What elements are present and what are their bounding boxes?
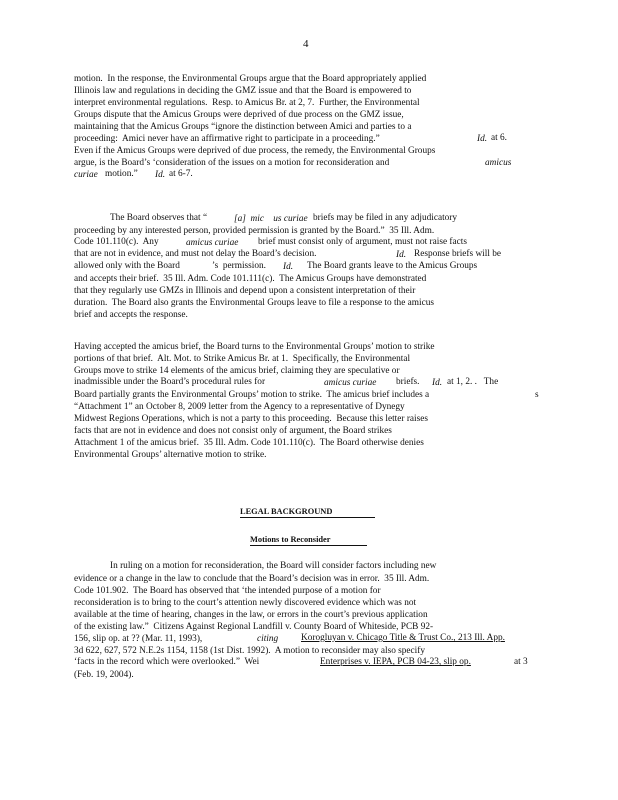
text-line: 156, slip op. at ?? (Mar. 11, 1993), xyxy=(74,634,203,644)
text-fragment: In ruling on a motion for reconsideration, the Board will consider factors including new xyxy=(110,561,437,571)
text-fragment: The Board observes that “ xyxy=(110,213,208,223)
text-fragment: briefs. xyxy=(396,377,420,387)
text-line: brief and accepts the response. xyxy=(74,310,188,320)
text-line: Illinois law and regulations in deciding the GMZ issue and that the Board is empowered to xyxy=(74,86,412,96)
text-fragment: ‘facts in the record which were overlooked.” Wei xyxy=(74,657,260,667)
page-number: 4 xyxy=(303,38,309,50)
text-line: duration. The Board also grants the Environmental Groups leave to file a response to the amicus xyxy=(74,298,434,308)
text-fragment: that are not in evidence, and must not delay the Board’s decision. xyxy=(74,249,317,259)
citation-id: Id. xyxy=(155,170,166,180)
text-line: and accepts their brief. 35 Ill. Adm. Code 101.111(c). The Amicus Groups have demonstrated xyxy=(74,274,427,284)
citation-id: Id. xyxy=(283,262,294,272)
text-line: proceeding: Amici never have an affirmative right to participate in a proceeding.” xyxy=(74,134,380,144)
heading-underline xyxy=(250,545,367,546)
text-line: Board partially grants the Environmental Groups’ motion to strike. The amicus brief includes a xyxy=(74,390,430,400)
subsection-heading: Motions to Reconsider xyxy=(250,535,331,544)
text-fragment: motion.” xyxy=(105,169,138,179)
text-line: maintaining that the Amicus Groups “ignore the distinction between Amici and parties to a xyxy=(74,122,412,132)
text-fragment: allowed only with the Board xyxy=(74,261,180,271)
text-line: Groups move to strike 14 elements of the amicus brief, claiming they are speculative or xyxy=(74,366,400,376)
stray-character: s xyxy=(535,390,539,400)
text-line: Environmental Groups’ alternative motion to strike. xyxy=(74,450,267,460)
section-heading: LEGAL BACKGROUND xyxy=(240,507,333,516)
signal-word: citing xyxy=(257,634,279,644)
text-line: available at the time of hearing, changes in the law, or errors in the court’s previous application xyxy=(74,610,428,620)
text-line: argue, is the Board’s ‘consideration of the issues on a motion for reconsideration and xyxy=(74,158,390,168)
text-line: “Attachment 1” an October 8, 2009 letter from the Agency to a representative of Dynegy xyxy=(74,402,405,412)
citation-id: Id. xyxy=(432,378,443,388)
citation-pin: at 6. xyxy=(491,133,508,143)
text-fragment: Code 101.110(c). Any xyxy=(74,237,159,247)
text-line: (Feb. 19, 2004). xyxy=(74,670,134,680)
latin-term: curiae xyxy=(74,170,98,180)
text-fragment: ’s permission. xyxy=(212,261,266,271)
heading-underline xyxy=(240,517,375,518)
text-line: evidence or a change in the law to conclude that the Board’s decision was in error. 35 Ill. Adm. xyxy=(74,574,430,584)
text-fragment: inadmissible under the Board’s procedural rules for xyxy=(74,377,266,387)
text-line: motion. In the response, the Environmental Groups argue that the Board appropriately applied xyxy=(74,74,427,84)
text-fragment: at 1, 2. . The xyxy=(447,377,499,387)
text-line: of the existing law.” Citizens Against Regional Landfill v. County Board of Whiteside, PCB 92- xyxy=(74,622,434,632)
text-line: Attachment 1 of the amicus brief. 35 Ill. Adm. Code 101.110(c). The Board otherwise denies xyxy=(74,438,424,448)
text-line: Code 101.902. The Board has observed that ‘the intended purpose of a motion for xyxy=(74,586,381,596)
text-line: Midwest Regions Operations, which is not a party to this proceeding. Because this letter raises xyxy=(74,414,428,424)
text-fragment: briefs may be filed in any adjudicatory xyxy=(313,213,458,223)
citation-pin: at 6-7. xyxy=(169,169,193,179)
text-line: facts that are not in evidence and does not consist only of argument, the Board strikes xyxy=(74,426,392,436)
latin-term: amicus curiae xyxy=(186,238,239,248)
case-citation: Enterprises v. IEPA, PCB 04-23, slip op. xyxy=(320,657,471,667)
text-line: Groups dispute that the Amicus Groups were deprived of due process on the GMZ issue, xyxy=(74,110,404,120)
latin-term: [a] mic us curiae xyxy=(234,214,308,224)
case-citation: Korogluyan v. Chicago Title & Trust Co., 213 Ill. App. xyxy=(301,633,505,643)
text-line: 3d 622, 627, 572 N.E.2s 1154, 1158 (1st Dist. 1992). A motion to reconsider may also specify xyxy=(74,646,426,656)
text-line: portions of that brief. Alt. Mot. to Strike Amicus Br. at 1. Specifically, the Environmental xyxy=(74,354,411,364)
citation-pin: at 3 xyxy=(514,657,528,667)
text-line: reconsideration is to bring to the court’s attention newly discovered evidence which was not xyxy=(74,598,417,608)
text-fragment: The Board grants leave to the Amicus Groups xyxy=(307,261,478,271)
text-fragment: brief must consist only of argument, must not raise facts xyxy=(258,237,467,247)
text-line: that they regularly use GMZs in Illinois and depend upon a consistent interpretation of their xyxy=(74,286,416,296)
text-line: interpret environmental regulations. Resp. to Amicus Br. at 2, 7. Further, the Environmental xyxy=(74,98,420,108)
text-line: proceeding by any interested person, provided permission is granted by the Board.” 35 Ill. Adm. xyxy=(74,226,435,236)
text-line: Having accepted the amicus brief, the Board turns to the Environmental Groups’ motion to strike xyxy=(74,342,435,352)
text-line: Even if the Amicus Groups were deprived of due process, the remedy, the Environmental Groups xyxy=(74,146,436,156)
latin-term: amicus curiae xyxy=(324,378,377,388)
text-fragment: Response briefs will be xyxy=(414,249,502,259)
citation-id: Id. xyxy=(477,134,488,144)
citation-id: Id. xyxy=(396,250,407,260)
latin-term: amicus xyxy=(485,158,512,168)
